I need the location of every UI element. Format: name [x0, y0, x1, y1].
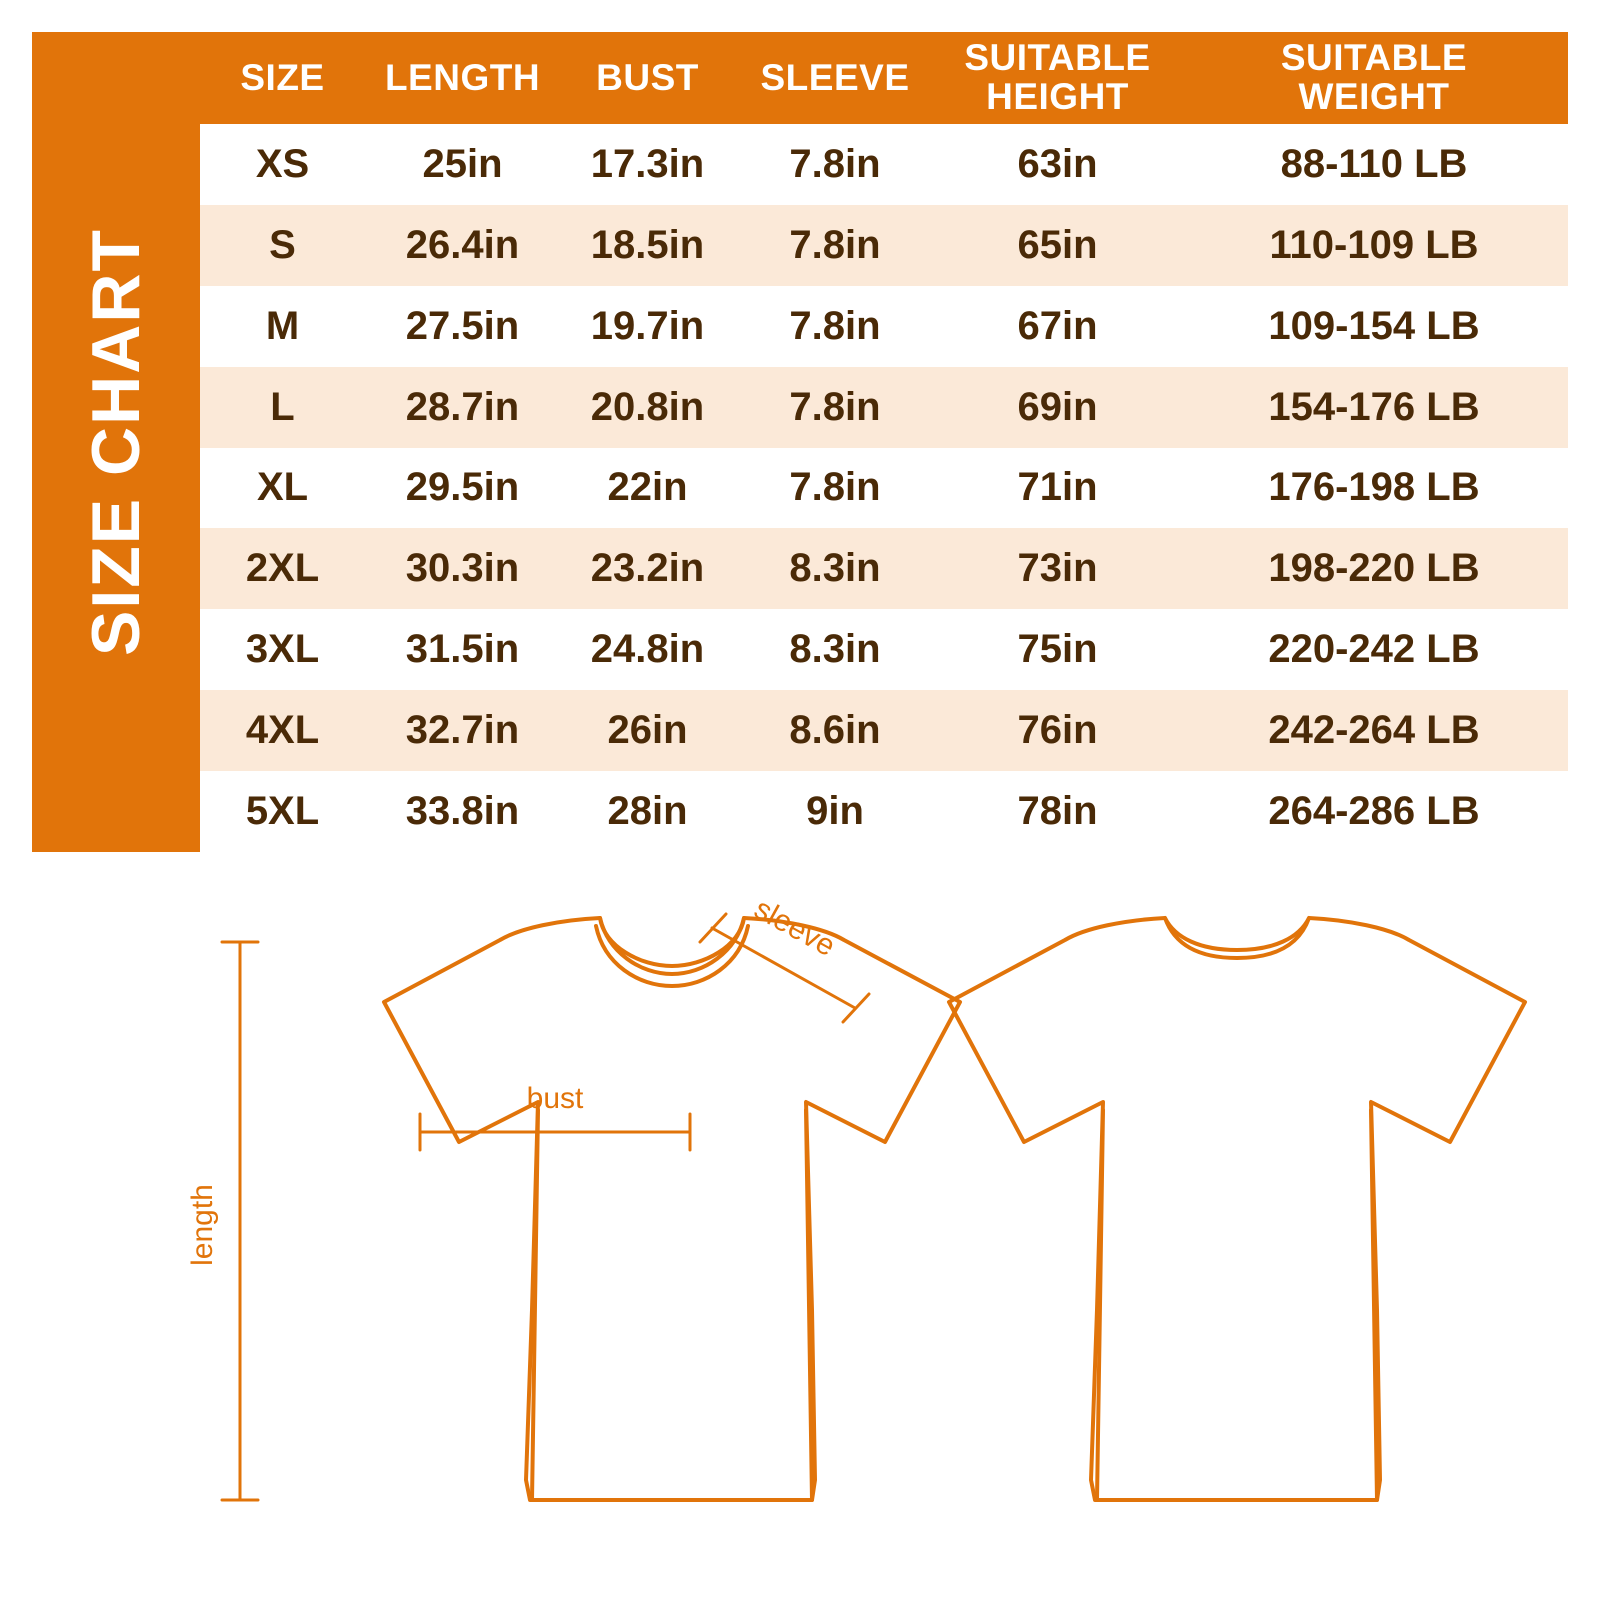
cell-size: 5XL [245, 789, 320, 834]
cell-size: XS [255, 141, 310, 186]
cell-height: 75in [1017, 627, 1098, 672]
cell-height: 76in [1017, 708, 1098, 753]
cell-sleeve: 7.8in [789, 222, 881, 267]
cell-size: S [269, 222, 296, 267]
cell-height: 65in [1017, 222, 1098, 267]
page-title: SIZE CHART [78, 228, 154, 656]
cell-length: 25in [422, 141, 503, 186]
table-row [200, 124, 1568, 205]
cell-weight: 264-286 LB [1268, 789, 1480, 834]
cell-bust: 26in [607, 708, 688, 753]
cell-sleeve: 7.8in [789, 384, 881, 429]
cell-weight: 110-109 LB [1269, 222, 1479, 267]
cell-weight: 88-110 LB [1280, 141, 1468, 186]
tshirt-back-outline [949, 918, 1525, 1500]
cell-bust: 19.7in [590, 303, 705, 348]
cell-sleeve: 8.3in [789, 546, 881, 591]
cell-height: 78in [1017, 789, 1098, 834]
cell-sleeve: 7.8in [789, 303, 881, 348]
table-row [200, 690, 1568, 771]
cell-bust: 17.3in [590, 141, 705, 186]
table-header-row [200, 32, 1568, 124]
cell-weight: 242-264 LB [1268, 708, 1480, 753]
column-header-suitable-weight-line2: WEIGHT [1298, 75, 1450, 117]
cell-length: 32.7in [405, 708, 520, 753]
cell-size: XL [256, 465, 309, 510]
tshirt-front-outline [384, 918, 960, 1500]
label-length: length [186, 1184, 219, 1266]
table-row [200, 771, 1568, 852]
cell-sleeve: 8.6in [789, 708, 881, 753]
cell-bust: 24.8in [590, 627, 705, 672]
cell-weight: 109-154 LB [1268, 303, 1480, 348]
cell-length: 29.5in [405, 465, 520, 510]
table-row [200, 286, 1568, 367]
bust-dimension-line [420, 1114, 690, 1150]
cell-size: L [270, 384, 295, 429]
cell-sleeve: 7.8in [789, 141, 881, 186]
cell-bust: 23.2in [590, 546, 705, 591]
cell-height: 69in [1017, 384, 1098, 429]
label-bust: bust [526, 1082, 584, 1115]
table-row [200, 609, 1568, 690]
cell-bust: 20.8in [590, 384, 705, 429]
cell-length: 30.3in [405, 546, 520, 591]
cell-length: 31.5in [405, 627, 520, 672]
cell-weight: 220-242 LB [1268, 627, 1480, 672]
cell-height: 63in [1017, 141, 1098, 186]
cell-sleeve: 7.8in [789, 465, 881, 510]
column-header-suitable-height [935, 39, 1180, 117]
table-row [200, 205, 1568, 286]
cell-bust: 18.5in [590, 222, 705, 267]
cell-bust: 28in [607, 789, 688, 834]
size-chart-panel [32, 32, 1568, 852]
table-row [200, 367, 1568, 448]
table-row [200, 448, 1568, 529]
cell-sleeve: 9in [806, 789, 864, 834]
column-header-bust: BUST [596, 56, 699, 98]
cell-weight: 198-220 LB [1268, 546, 1480, 591]
cell-size: 4XL [245, 708, 320, 753]
cell-height: 71in [1017, 465, 1098, 510]
cell-size: M [265, 303, 300, 348]
cell-size: 2XL [245, 546, 320, 591]
cell-sleeve: 8.3in [789, 627, 881, 672]
column-header-suitable-weight [1180, 39, 1568, 117]
column-header-suitable-height-line2: HEIGHT [986, 75, 1129, 117]
cell-height: 67in [1017, 303, 1098, 348]
length-dimension-line [222, 942, 258, 1500]
column-header-size: SIZE [240, 56, 325, 98]
tshirt-measurement-diagram [0, 880, 1600, 1580]
column-header-sleeve: SLEEVE [760, 56, 910, 98]
label-sleeve: sleeve [748, 892, 841, 964]
cell-length: 28.7in [405, 384, 520, 429]
size-chart-table [200, 32, 1568, 852]
cell-length: 26.4in [405, 222, 520, 267]
cell-weight: 176-198 LB [1268, 465, 1480, 510]
cell-size: 3XL [245, 627, 320, 672]
table-row [200, 528, 1568, 609]
cell-weight: 154-176 LB [1268, 384, 1480, 429]
column-header-length: LENGTH [384, 56, 541, 98]
cell-bust: 22in [607, 465, 688, 510]
column-header-suitable-height-line1: SUITABLE [964, 37, 1151, 79]
column-header-suitable-weight-line1: SUITABLE [1280, 37, 1468, 79]
cell-height: 73in [1017, 546, 1098, 591]
cell-length: 27.5in [405, 303, 520, 348]
cell-length: 33.8in [405, 789, 520, 834]
size-chart-title-bar [32, 32, 200, 852]
